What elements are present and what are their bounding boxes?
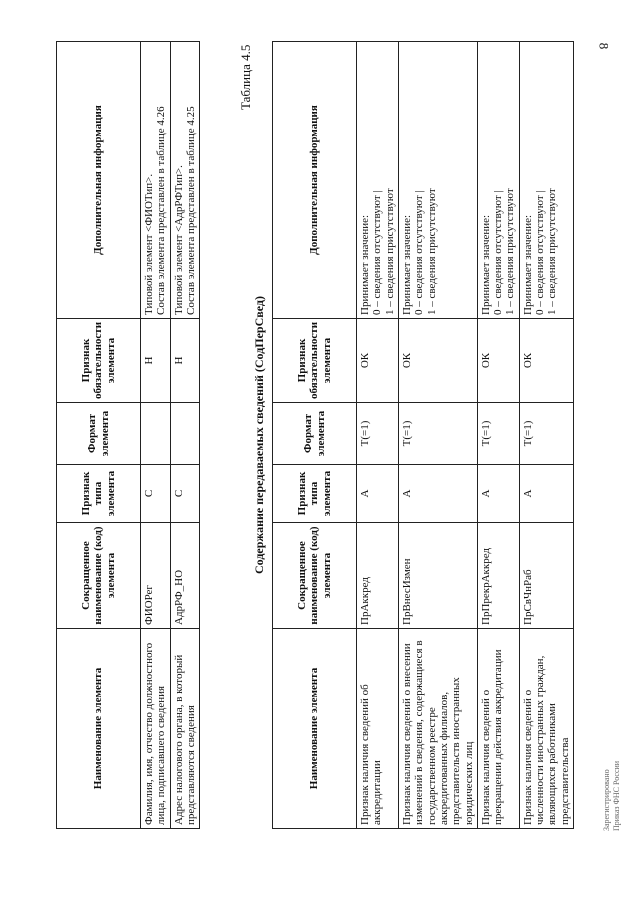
cell-name: Признак наличия сведений о внесении изменений в сведения, содержащиеся в государственном реестре аккредитованных филиалов, представительств иностранных юридических лиц [398, 629, 477, 829]
cell-required: ОК [477, 319, 519, 403]
cell-info: Типовой элемент <ФИОТип>. Состав элемента представлен в таблице 4.26 [141, 42, 171, 319]
cell-code: ПрАккред [357, 523, 399, 629]
cell-type: А [519, 465, 573, 523]
cell-required: Н [170, 319, 200, 403]
cell-info: Принимает значение: 0 – сведения отсутствуют | 1 – сведения присутствуют [398, 42, 477, 319]
cell-info: Принимает значение: 0 – сведения отсутствуют | 1 – сведения присутствуют [519, 42, 573, 319]
cell-format: Т(=1) [357, 403, 399, 465]
cell-format [170, 403, 200, 465]
col-header-code: Сокращенное наименование (код) элемента [273, 523, 357, 629]
cell-name: Признак наличия сведений о прекращении действия аккредитации [477, 629, 519, 829]
cell-code: ФИОРег [141, 523, 171, 629]
table-row [170, 42, 200, 829]
col-header-info: Дополнительная информация [273, 42, 357, 319]
col-header-code: Сокращенное наименование (код) элемента [57, 523, 141, 629]
cell-code: АдрРФ_НО [170, 523, 200, 629]
table-4-5 [272, 41, 574, 829]
cell-format [141, 403, 171, 465]
cell-required: ОК [519, 319, 573, 403]
col-header-required: Признак обязательности элемента [273, 319, 357, 403]
col-header-format: Формат элемента [273, 403, 357, 465]
cell-code: ПрСвЧнРаб [519, 523, 573, 629]
cell-type: А [357, 465, 399, 523]
col-header-format: Формат элемента [57, 403, 141, 465]
table-caption: Содержание передаваемых сведений (СодПерСвед) [252, 296, 266, 574]
footer-stamp-line: Приказ ФНС России [611, 760, 621, 831]
table-row [141, 42, 171, 829]
table-row [398, 42, 477, 829]
col-header-type: Признак типа элемента [57, 465, 141, 523]
cell-required: ОК [398, 319, 477, 403]
col-header-info: Дополнительная информация [57, 42, 141, 319]
cell-info: Принимает значение: 0 – сведения отсутствуют | 1 – сведения присутствуют [357, 42, 399, 319]
cell-name: Признак наличия сведений об аккредитации [357, 629, 399, 829]
cell-name: Признак наличия сведений о численности иностранных граждан, являющихся работниками представительства [519, 629, 573, 829]
cell-type: А [477, 465, 519, 523]
cell-type: С [170, 465, 200, 523]
cell-type: С [141, 465, 171, 523]
cell-format: Т(=1) [477, 403, 519, 465]
cell-required: Н [141, 319, 171, 403]
table-label: Таблица 4.5 [238, 44, 253, 110]
cell-code: ПрВнесИзмен [398, 523, 477, 629]
col-header-name: Наименование элемента [57, 629, 141, 829]
table-row [357, 42, 399, 829]
cell-format: Т(=1) [519, 403, 573, 465]
page-number: 8 [596, 42, 612, 50]
table-row [477, 42, 519, 829]
footer-stamp-line: Зарегистрировано [602, 769, 611, 831]
cell-name: Фамилия, имя, отчество должностного лица, подписавшего сведения [141, 629, 171, 829]
cell-format: Т(=1) [398, 403, 477, 465]
cell-type: А [398, 465, 477, 523]
cell-name: Адрес налогового органа, в который представляются сведения [170, 629, 200, 829]
col-header-name: Наименование элемента [273, 629, 357, 829]
cell-info: Принимает значение: 0 – сведения отсутствуют | 1 – сведения присутствуют [477, 42, 519, 319]
cell-required: ОК [357, 319, 399, 403]
col-header-type: Признак типа элемента [273, 465, 357, 523]
footer-stamp [602, 761, 621, 831]
rotated-page [20, 35, 620, 905]
col-header-required: Признак обязательности элемента [57, 319, 141, 403]
table-row [519, 42, 573, 829]
cell-code: ПрПрекрАккред [477, 523, 519, 629]
cell-info: Типовой элемент <АдрРФТип>. Состав элемента представлен в таблице 4.25 [170, 42, 200, 319]
table-previous [56, 41, 200, 829]
